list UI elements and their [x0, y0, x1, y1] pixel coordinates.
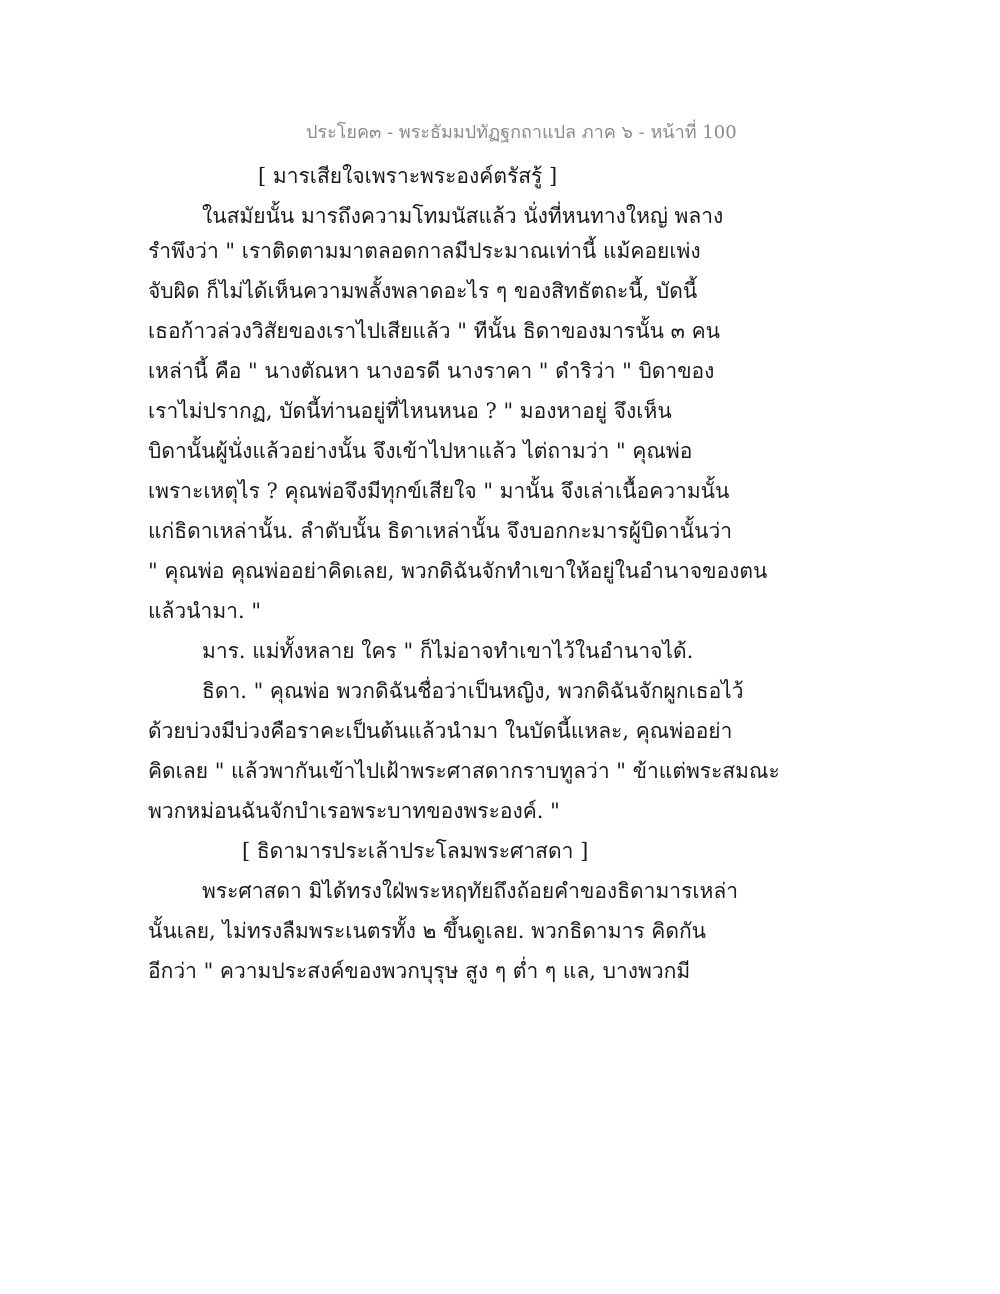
paragraph-line: จับผิด ก็ไม่ได้เห็นความพลั้งพลาดอะไร ๆ ของสิทธัตถะนี้, บัดนี้: [148, 279, 698, 303]
paragraph-line: พวกหม่อนฉันจักบำเรอพระบาทของพระองค์. ": [148, 799, 560, 823]
paragraph-line: อีกว่า " ความประสงค์ของพวกบุรุษ สูง ๆ ต่ำ ๆ แล, บางพวกมี: [148, 959, 691, 983]
paragraph-line: เหล่านี้ คือ " นางตัณหา นางอรดี นางราคา " ดำริว่า " บิดาของ: [148, 359, 715, 383]
paragraph-line: ธิดา. " คุณพ่อ พวกดิฉันชื่อว่าเป็นหญิง, พวกดิฉันจักผูกเธอไว้: [202, 679, 744, 703]
paragraph-line: แก่ธิดาเหล่านั้น. ลำดับนั้น ธิดาเหล่านั้น จึงบอกกะมารผู้บิดานั้นว่า: [148, 519, 733, 543]
paragraph-line: เธอก้าวล่วงวิสัยของเราไปเสียแล้ว " ทีนั้น ธิดาของมารนั้น ๓ คน: [148, 319, 721, 343]
paragraph-line: เพราะเหตุไร ? คุณพ่อจึงมีทุกข์เสียใจ " มานั้น จึงเล่าเนื้อความนั้น: [148, 479, 730, 503]
paragraph-line: รำพึงว่า " เราติดตามมาตลอดกาลมีประมาณเท่านี้ แม้คอยเพ่ง: [148, 239, 701, 263]
paragraph-line: ในสมัยนั้น มารถึงความโทมนัสแล้ว นั่งที่หนทางใหญ่ พลาง: [202, 204, 724, 228]
section-heading: [ มารเสียใจเพราะพระองค์ตรัสรู้ ]: [258, 164, 558, 188]
paragraph-line: แล้วนำมา. ": [148, 599, 261, 623]
paragraph-line: คิดเลย " แล้วพากันเข้าไปเฝ้าพระศาสดากราบทูลว่า " ข้าแต่พระสมณะ: [148, 759, 780, 783]
paragraph-line: นั้นเลย, ไม่ทรงลืมพระเนตรทั้ง ๒ ขึ้นดูเลย. พวกธิดามาร คิดกัน: [148, 919, 707, 943]
paragraph-line: มาร. แม่ทั้งหลาย ใคร " ก็ไม่อาจทำเขาไว้ในอำนาจได้.: [202, 639, 694, 663]
paragraph-line: ด้วยบ่วงมีบ่วงคือราคะเป็นต้นแล้วนำมา ในบัดนี้แหละ, คุณพ่ออย่า: [148, 719, 733, 743]
paragraph-line: บิดานั้นผู้นั่งแล้วอย่างนั้น จึงเข้าไปหาแล้ว ไต่ถามว่า " คุณพ่อ: [148, 439, 693, 463]
paragraph-line: เราไม่ปรากฏ, บัดนี้ท่านอยู่ที่ไหนหนอ ? " มองหาอยู่ จึงเห็น: [148, 399, 672, 423]
running-header: ประโยค๓ - พระธัมมปทัฏฐกถาแปล ภาค ๖ - หน้าที่ 100: [306, 122, 737, 143]
paragraph-line: " คุณพ่อ คุณพ่ออย่าคิดเลย, พวกดิฉันจักทำเขาให้อยู่ในอำนาจของตน: [148, 559, 768, 583]
paragraph-line: พระศาสดา มิได้ทรงใฝ่พระหฤทัยถึงถ้อยคำของธิดามารเหล่า: [202, 879, 739, 903]
section-heading: [ ธิดามารประเล้าประโลมพระศาสดา ]: [242, 839, 589, 863]
